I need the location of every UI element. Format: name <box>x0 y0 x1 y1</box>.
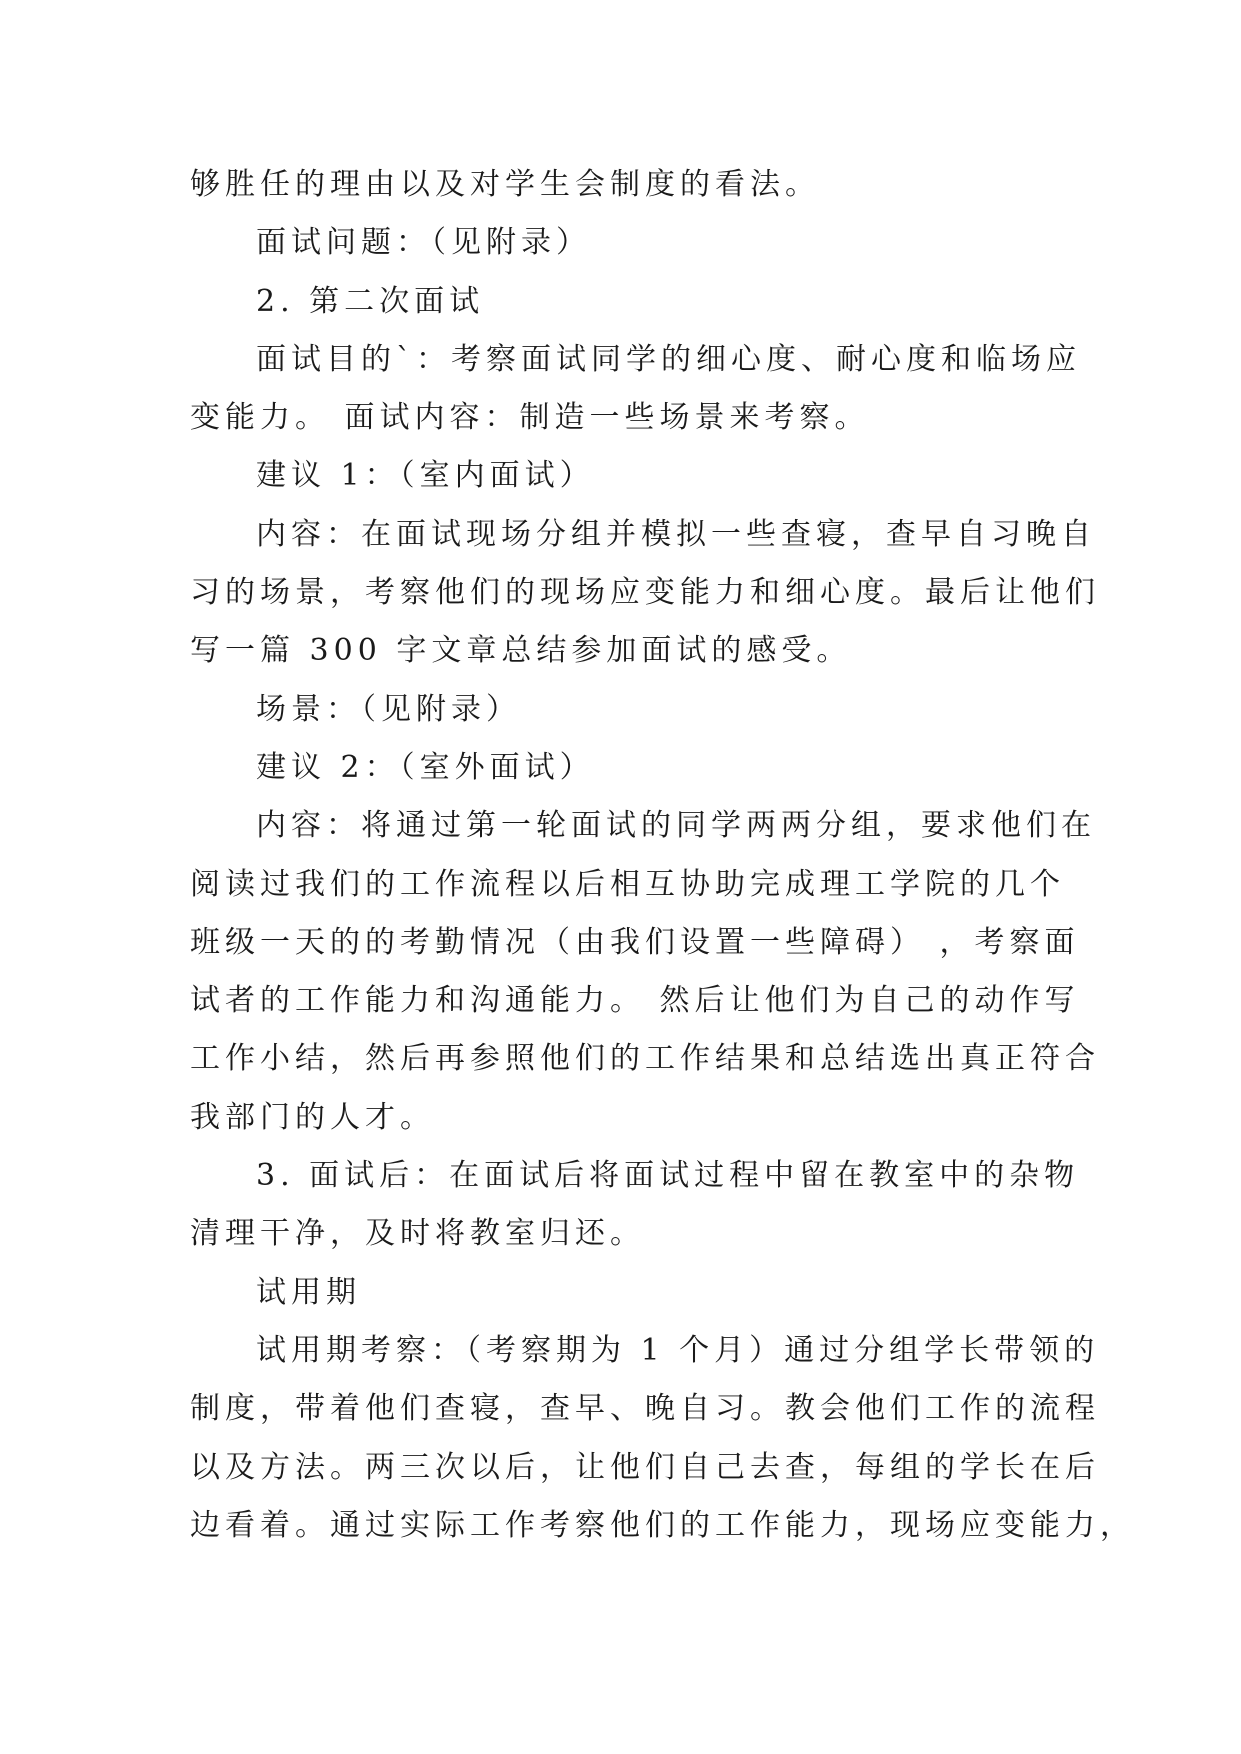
text-line: 面试问题：（见附录） <box>256 225 591 261</box>
text-line: 班级一天的的考勤情况（由我们设置一些障碍） ，考察面 <box>190 924 1080 960</box>
text-line: 清理干净，及时将教室归还。 <box>190 1216 645 1252</box>
text-line: 面试目的`：考察面试同学的细心度、耐心度和临场应 <box>256 341 1081 377</box>
text-line: 建议 1：（室内面试） <box>256 458 595 494</box>
text-line: 习的场景，考察他们的现场应变能力和细心度。最后让他们 <box>190 575 1100 611</box>
text-line: 变能力。 面试内容：制造一些场景来考察。 <box>190 400 870 436</box>
text-line: 以及方法。两三次以后，让他们自己去查，每组的学长在后 <box>190 1449 1100 1485</box>
text-line: 试用期考察：（考察期为 1 个月）通过分组学长带领的 <box>256 1332 1100 1368</box>
text-line: 我部门的人才。 <box>190 1099 435 1135</box>
text-line: 阅读过我们的工作流程以后相互协助完成理工学院的几个 <box>190 866 1065 902</box>
text-line: 3. 面试后：在面试后将面试过程中留在教室中的杂物 <box>256 1158 1080 1194</box>
text-line: 建议 2：（室外面试） <box>256 749 595 785</box>
text-line: 内容：在面试现场分组并模拟一些查寝，查早自习晚自 <box>256 516 1096 552</box>
text-line: 内容：将通过第一轮面试的同学两两分组，要求他们在 <box>256 808 1096 844</box>
body-text <box>190 156 1135 1555</box>
text-line: 试者的工作能力和沟通能力。 然后让他们为自己的动作写 <box>190 983 1080 1019</box>
text-line: 写一篇 300 字文章总结参加面试的感受。 <box>190 633 852 669</box>
text-line: 够胜任的理由以及对学生会制度的看法。 <box>190 167 820 202</box>
text-line: 制度，带着他们查寝，查早、晚自习。教会他们工作的流程 <box>190 1391 1100 1427</box>
text-line: 试用期 <box>256 1274 361 1310</box>
text-line: 工作小结，然后再参照他们的工作结果和总结选出真正符合 <box>190 1041 1100 1077</box>
text-line: 2. 第二次面试 <box>256 283 485 319</box>
text-line: 边看着。通过实际工作考察他们的工作能力，现场应变能力， <box>190 1507 1135 1543</box>
text-line: 场景：（见附录） <box>256 691 521 727</box>
